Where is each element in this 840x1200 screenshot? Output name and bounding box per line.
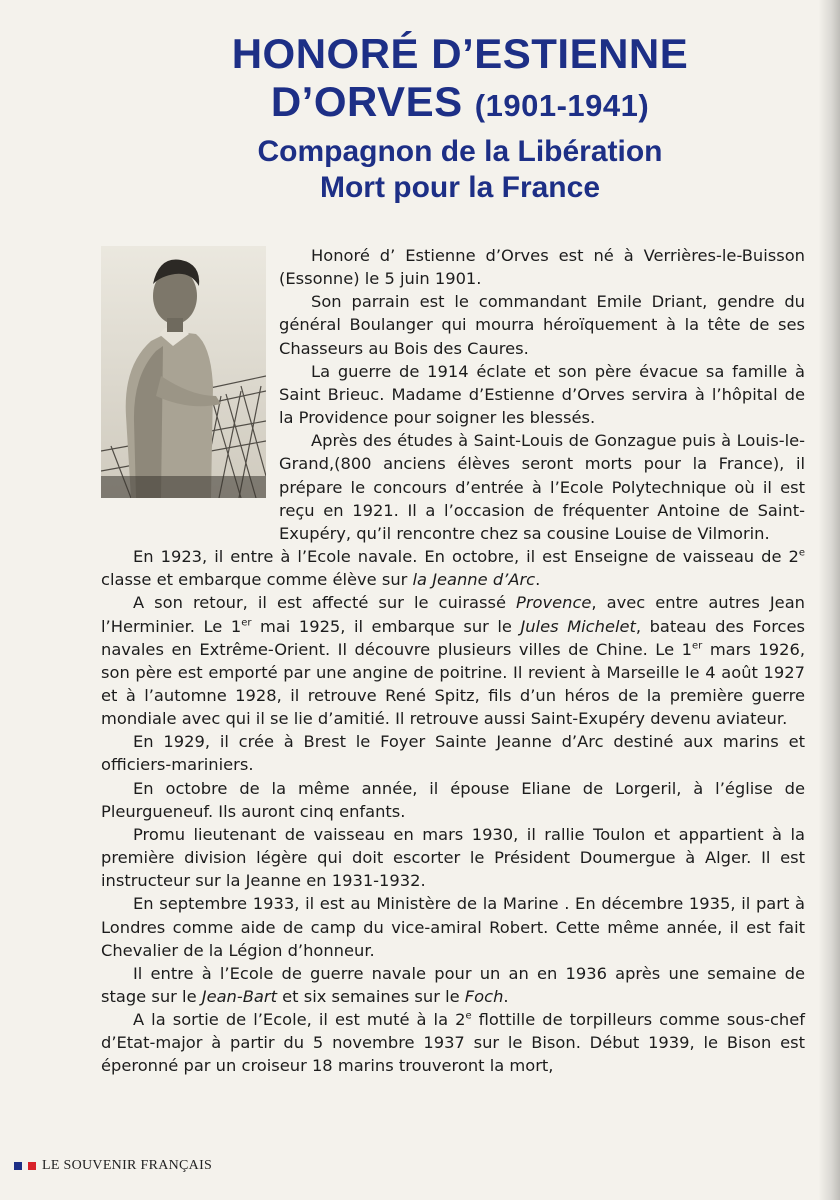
- subtitle-mort-pour-la-france: Mort pour la France: [319, 171, 601, 204]
- footer-brand: [14, 1158, 212, 1174]
- paragraph-godfather: Son parrain est le commandant Emile Driant, gendre du général Boulanger qui mourra héroïquement à la tête de ses Chasseurs au Bois des Caures.: [279, 292, 805, 358]
- paragraph-birth: Honoré d’ Estienne d’Orves est né à Verrières-le-Buisson (Essonne) le 5 juin 1901.: [279, 246, 805, 289]
- photo-text-wrap-spacer: [101, 244, 279, 544]
- paragraph-toulon: Promu lieutenant de vaisseau en mars 1930, il rallie Toulon et appartient à la première division légère qui doit escorter le Président Doumergue à Alger. Il est instructeur sur la Jeanne en 1931-1932.: [101, 824, 805, 891]
- page-edge-shadow: [818, 0, 840, 1200]
- title-surname: D’ORVES: [270, 78, 463, 125]
- paragraph-provence: A son retour, il est affecté sur le cuirassé Provence, avec entre autres Jean l’Herminier. Le 1er mai 1925, il embarque sur le Jules Michelet, bateau des Forces navales en Extrême-Orient. Il découvre plusieurs villes de Chine. Le 1er mars 1926, son père est emporté par une angine de poitrine. Il revient à Marseille le 4 août 1927 et à l’automne 1928, il retrouve René Spitz, fils d’un héros de la première guerre mondiale avec qui il se lie d’amitié. Il retrouve aussi Saint-Exupéry devenu aviateur.: [101, 593, 806, 729]
- subtitle-companion: Compagnon de la Libération: [257, 135, 663, 168]
- title-name-line1: HONORÉ D’ESTIENNE: [231, 30, 689, 77]
- paragraph-marriage: En octobre de la même année, il épouse Eliane de Lorgeril, à l’église de Pleurgueneuf. Ils auront cinq enfants.: [101, 778, 805, 821]
- paragraph-bison: A la sortie de l’Ecole, il est muté à la 2e flottille de torpilleurs comme sous-chef d’Etat-major à partir du 5 novembre 1937 sur le Bison. Début 1939, le Bison est éperonné par un croiseur 18 marins trouveront la mort,: [101, 1010, 805, 1076]
- paragraph-ecole-guerre: Il entre à l’Ecole de guerre navale pour un an en 1936 après une semaine de stage sur le Jean-Bart et six semaines sur le Foch.: [101, 963, 805, 1006]
- footer-label: LE SOUVENIR FRANÇAIS: [42, 1158, 213, 1173]
- title-dates: (1901-1941): [474, 88, 650, 123]
- paragraph-foyer-brest: En 1929, il crée à Brest le Foyer Sainte Jeanne d’Arc destiné aux marins et officiers-mariniers.: [101, 732, 805, 775]
- paragraph-studies: Après des études à Saint-Louis de Gonzague puis à Louis-le-Grand,(800 anciens élèves seront morts pour la France), il prépare le concours d’entrée à l’Ecole Polytechnique où il est reçu en 1921. Il a l’occasion de fréquenter Antoine de Saint-Exupéry, qu’il rencontre chez sa cousine Louise de Vilmorin.: [279, 431, 805, 543]
- paragraph-war-1914: La guerre de 1914 éclate et son père évacue sa famille à Saint Brieuc. Madame d’Estienne d’Orves servira à l’hôpital de la Providence pour soigner les blessés.: [279, 361, 805, 428]
- paragraph-ecole-navale: En 1923, il entre à l’Ecole navale. En octobre, il est Enseigne de vaisseau de 2e classe et embarque comme élève sur la Jeanne d’Arc.: [101, 547, 805, 590]
- title-block: [120, 30, 800, 206]
- article-body: [101, 244, 805, 1078]
- flag-red-square: [28, 1162, 36, 1170]
- flag-blue-square: [14, 1162, 22, 1170]
- paragraph-ministere: En septembre 1933, il est au Ministère de la Marine . En décembre 1935, il part à Londres comme aide de camp du vice-amiral Robert. Cette même année, il est fait Chevalier de la Légion d’honneur.: [101, 894, 805, 960]
- title-name-line2: [120, 78, 800, 130]
